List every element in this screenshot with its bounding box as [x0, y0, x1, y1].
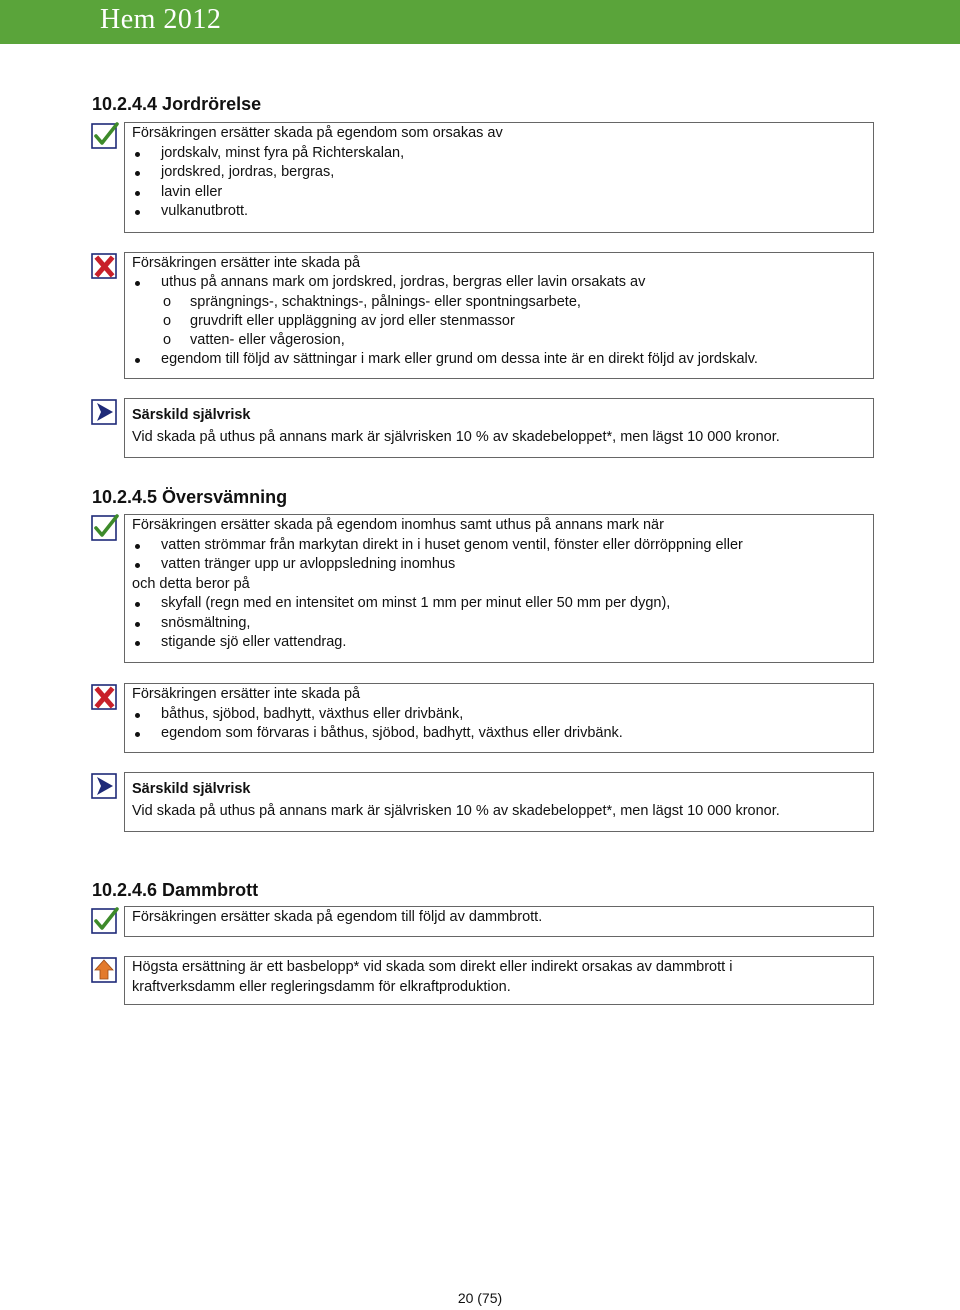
deductible-title: Särskild självrisk	[132, 407, 251, 423]
list-item: skyfall (regn med en intensitet om minst 1 mm per minut eller 50 mm per dygn),	[132, 594, 866, 614]
covered-box	[124, 906, 874, 937]
limit-text-line: Högsta ersättning är ett basbelopp* vid skada som direkt eller indirekt orsakas av dammbrott i	[132, 959, 733, 975]
deductible-text: Vid skada på uthus på annans mark är självrisken 10 % av skadebeloppet*, men lägst 10 000 kronor.	[132, 803, 780, 819]
list-item: jordskalv, minst fyra på Richterskalan,	[132, 144, 866, 164]
check-icon	[91, 906, 119, 934]
covered-box	[124, 122, 874, 233]
list-item: uthus på annans mark om jordskred, jordras, bergras eller lavin orsakats av	[132, 273, 866, 292]
excluded-box	[124, 252, 874, 379]
cross-icon	[91, 251, 119, 279]
excluded-box	[124, 683, 874, 753]
list-item: snösmältning,	[132, 614, 866, 634]
check-icon	[91, 513, 119, 541]
list-item: vatten tränger upp ur avloppsledning inomhus	[132, 555, 866, 575]
page-header	[0, 0, 960, 44]
box-text: och detta beror på	[132, 575, 250, 592]
box-text: Försäkringen ersätter skada på egendom till följd av dammbrott.	[132, 909, 543, 925]
list-item: vatten strömmar från markytan direkt in i huset genom ventil, fönster eller dörröppning eller	[132, 536, 866, 556]
box-intro: Försäkringen ersätter skada på egendom inomhus samt uthus på annans mark när	[132, 517, 664, 533]
section-heading: 10.2.4.5 Översvämning	[92, 487, 288, 507]
box-intro: Försäkringen ersätter inte skada på	[132, 686, 361, 702]
sub-list-item: o gruvdrift eller uppläggning av jord eller stenmassor	[132, 312, 866, 331]
list-item: stigande sjö eller vattendrag.	[132, 633, 866, 653]
deductible-box	[124, 772, 874, 832]
list-item: båthus, sjöbod, badhytt, växthus eller drivbänk,	[132, 705, 866, 725]
sub-list-item: o vatten- eller vågerosion,	[132, 331, 866, 350]
limit-text-line: kraftverksdamm eller regleringsdamm för elkraftproduktion.	[132, 978, 511, 995]
list-item: jordskred, jordras, bergras,	[132, 163, 866, 183]
list-item: vulkanutbrott.	[132, 202, 866, 222]
box-intro: Försäkringen ersätter inte skada på	[132, 255, 361, 271]
header-title: Hem 2012	[100, 4, 222, 35]
covered-box	[124, 514, 874, 663]
limit-box	[124, 956, 874, 1005]
arrow-right-icon	[91, 397, 119, 425]
deductible-text: Vid skada på uthus på annans mark är självrisken 10 % av skadebeloppet*, men lägst 10 000 kronor.	[132, 429, 780, 445]
deductible-box	[124, 398, 874, 458]
section-heading: 10.2.4.6 Dammbrott	[92, 880, 259, 900]
box-intro: Försäkringen ersätter skada på egendom som orsakas av	[132, 125, 503, 141]
sub-list-item: o sprängnings-, schaktnings-, pålnings- eller spontningsarbete,	[132, 293, 866, 312]
arrow-up-icon	[91, 955, 119, 983]
section-heading: 10.2.4.4 Jordrörelse	[92, 94, 262, 114]
cross-icon	[91, 682, 119, 710]
deductible-title: Särskild självrisk	[132, 781, 251, 797]
list-item: egendom som förvaras i båthus, sjöbod, badhytt, växthus eller drivbänk.	[132, 724, 866, 744]
arrow-right-icon	[91, 771, 119, 799]
list-item: lavin eller	[132, 183, 866, 203]
page-number: 20 (75)	[457, 1290, 503, 1306]
check-icon	[91, 121, 119, 149]
list-item: egendom till följd av sättningar i mark eller grund om dessa inte är en direkt följd av jordskalv.	[132, 350, 866, 369]
